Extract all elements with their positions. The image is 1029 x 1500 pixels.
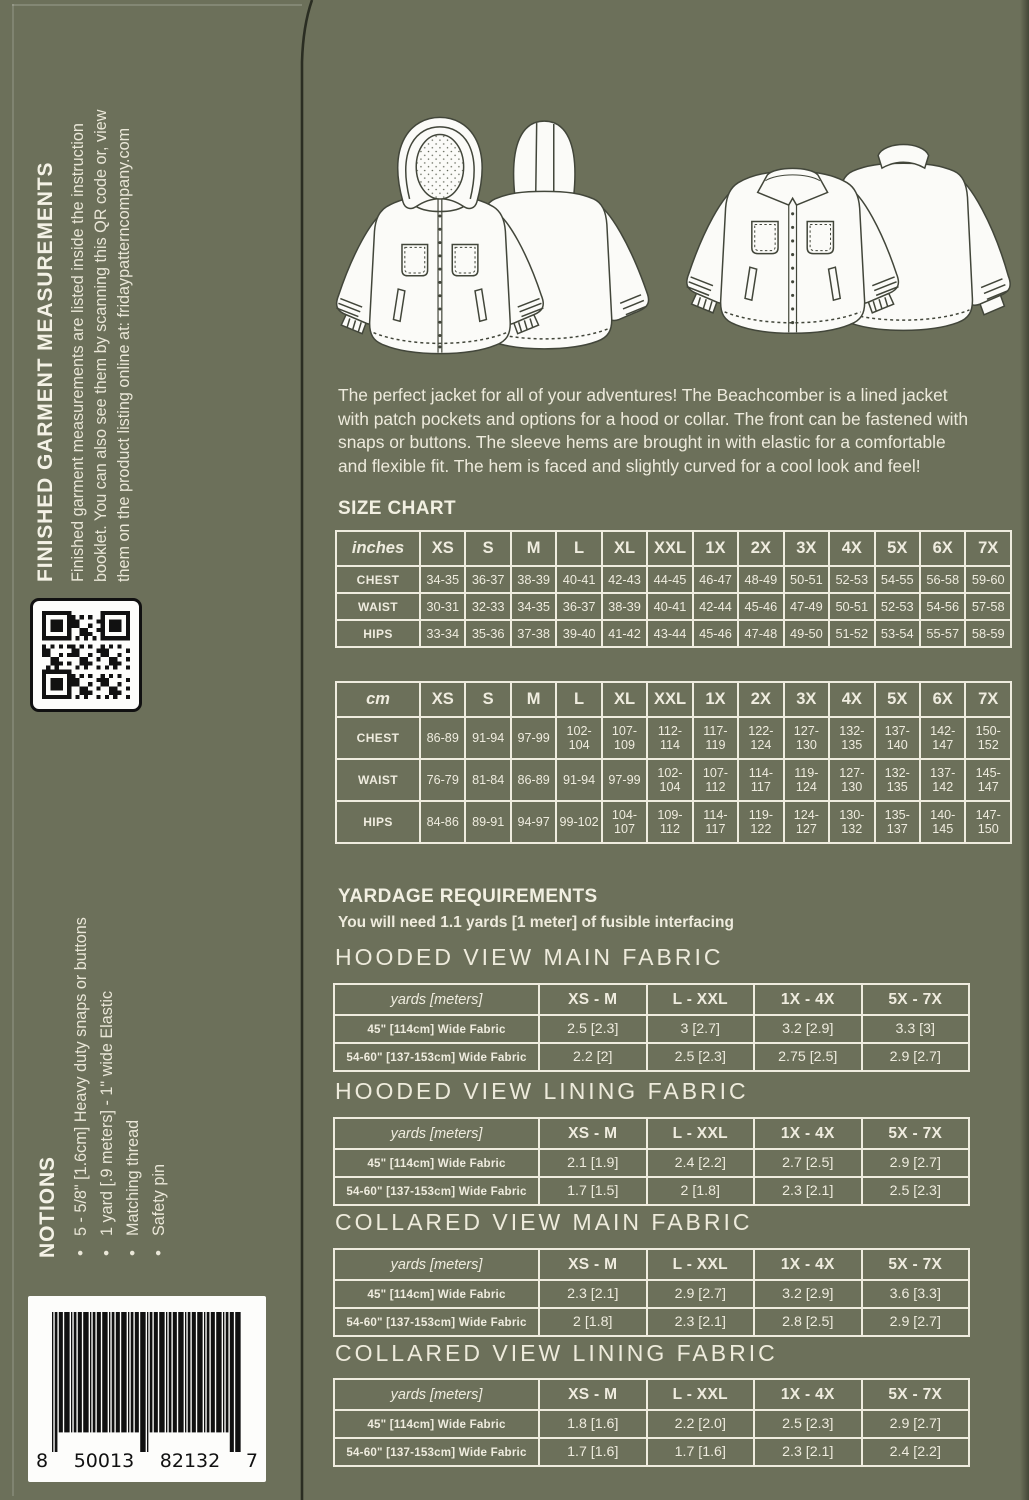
size-column-header: 1X (693, 682, 738, 717)
measurement-value: 127-130 (784, 717, 829, 759)
measurement-value: 52-53 (875, 593, 920, 620)
size-column-header: 7X (965, 682, 1011, 717)
measurement-value: 81-84 (465, 759, 510, 801)
yardage-table-row (334, 1410, 969, 1438)
yardage-table-row (334, 1177, 969, 1205)
yardage-value: 2.3 [2.1] (539, 1280, 647, 1308)
size-table (335, 681, 1012, 844)
size-column-header: XS (420, 682, 465, 717)
size-column-header: 5X (875, 531, 920, 566)
notions-item: • 1 yard [.9 meters] - 1" wide Elastic (94, 822, 120, 1258)
fabric-width-label: 54-60" [137-153cm] Wide Fabric (334, 1438, 539, 1466)
measurement-value: 104-107 (602, 801, 647, 843)
yardage-value: 2.2 [2] (539, 1043, 647, 1071)
size-column-header: XS (420, 531, 465, 566)
measurement-value: 102-104 (556, 717, 601, 759)
qr-code-modules (42, 611, 130, 699)
yardage-size-range-header: XS - M (539, 1379, 647, 1410)
jacket-illustration-hooded-view (328, 96, 660, 374)
measurement-row-label: WAIST (336, 759, 420, 801)
yardage-value: 2.3 [2.1] (754, 1438, 862, 1466)
measurement-row-label: WAIST (336, 593, 420, 620)
fabric-width-label: 54-60" [137-153cm] Wide Fabric (334, 1177, 539, 1205)
measurement-value: 150-152 (965, 717, 1011, 759)
measurement-value: 132-135 (875, 759, 920, 801)
yardage-unit-label: yards [meters] (334, 1379, 539, 1410)
fabric-width-label: 45" [114cm] Wide Fabric (334, 1410, 539, 1438)
yardage-size-range-header: 1X - 4X (754, 1379, 862, 1410)
size-column-header: 2X (738, 682, 783, 717)
yardage-section-heading: COLLARED VIEW MAIN FABRIC (335, 1209, 753, 1235)
measurement-value: 54-55 (875, 566, 920, 593)
measurement-value: 114-117 (738, 759, 783, 801)
measurement-value: 40-41 (556, 566, 601, 593)
yardage-value: 2.5 [2.3] (862, 1177, 970, 1205)
measurement-value: 48-49 (738, 566, 783, 593)
yardage-table-row (334, 1149, 969, 1177)
size-column-header: M (511, 531, 556, 566)
measurement-value: 122-124 (738, 717, 783, 759)
yardage-size-range-header: 1X - 4X (754, 1118, 862, 1149)
measurement-value: 33-34 (420, 620, 465, 647)
yardage-size-range-header: XS - M (539, 984, 647, 1015)
yardage-size-range-header: XS - M (539, 1249, 647, 1280)
measurement-value: 99-102 (556, 801, 601, 843)
measurement-value: 86-89 (511, 759, 556, 801)
fabric-width-label: 54-60" [137-153cm] Wide Fabric (334, 1308, 539, 1336)
size-column-header: 6X (920, 682, 965, 717)
fabric-width-label: 45" [114cm] Wide Fabric (334, 1015, 539, 1043)
notions-item: • Matching thread (120, 822, 146, 1258)
yardage-section-heading: HOODED VIEW MAIN FABRIC (335, 944, 724, 970)
yardage-value: 3.2 [2.9] (754, 1015, 862, 1043)
fabric-width-label: 54-60" [137-153cm] Wide Fabric (334, 1043, 539, 1071)
pattern-description (338, 384, 1028, 478)
measurement-value: 53-54 (875, 620, 920, 647)
yardage-section-heading: HOODED VIEW LINING FABRIC (335, 1078, 749, 1104)
yardage-table (333, 983, 970, 1072)
yardage-value: 2.5 [2.3] (539, 1015, 647, 1043)
measurement-value: 114-117 (693, 801, 738, 843)
size-column-header: L (556, 682, 601, 717)
measurement-value: 147-150 (965, 801, 1011, 843)
measurement-value: 44-45 (647, 566, 692, 593)
measurement-value: 57-58 (965, 593, 1011, 620)
size-column-header: 6X (920, 531, 965, 566)
yardage-value: 2.8 [2.5] (754, 1308, 862, 1336)
yardage-value: 1.8 [1.6] (539, 1410, 647, 1438)
size-column-header: 3X (784, 682, 829, 717)
measurement-row-label: CHEST (336, 566, 420, 593)
measurement-value: 137-142 (920, 759, 965, 801)
measurement-value: 50-51 (829, 593, 874, 620)
measurement-value: 97-99 (511, 717, 556, 759)
size-column-header: S (465, 531, 510, 566)
measurement-value: 119-122 (738, 801, 783, 843)
fabric-width-label: 45" [114cm] Wide Fabric (334, 1149, 539, 1177)
jacket-illustration-collared-view (678, 108, 1018, 372)
finished-measurements-line: booklet. You can also see them by scanning this QR code or, view (92, 109, 110, 582)
size-chart-title: SIZE CHART (338, 498, 456, 519)
measurement-value: 42-44 (693, 593, 738, 620)
yardage-value: 1.7 [1.6] (647, 1438, 755, 1466)
measurement-value: 55-57 (920, 620, 965, 647)
yardage-table (333, 1248, 970, 1337)
size-column-header: XXL (647, 531, 692, 566)
size-column-header: 3X (784, 531, 829, 566)
measurement-value: 97-99 (602, 759, 647, 801)
yardage-size-range-header: L - XXL (647, 984, 755, 1015)
measurement-row-label: HIPS (336, 801, 420, 843)
measurement-value: 124-127 (784, 801, 829, 843)
size-chart-cm-table (335, 681, 1012, 844)
fabric-width-label: 45" [114cm] Wide Fabric (334, 1280, 539, 1308)
yardage-size-range-header: 1X - 4X (754, 984, 862, 1015)
yardage-value: 2.5 [2.3] (754, 1410, 862, 1438)
yardage-value: 2.5 [2.3] (647, 1043, 755, 1071)
measurement-value: 58-59 (965, 620, 1011, 647)
yardage-value: 2.2 [2.0] (647, 1410, 755, 1438)
yardage-value: 3 [2.7] (647, 1015, 755, 1043)
yardage-unit-label: yards [meters] (334, 1118, 539, 1149)
size-column-header: 4X (829, 531, 874, 566)
measurement-value: 89-91 (465, 801, 510, 843)
measurement-value: 127-130 (829, 759, 874, 801)
description-line: snaps or buttons. The sleeve hems are brought in with elastic for a comfortable (338, 432, 946, 452)
page-top-highlight (12, 4, 302, 6)
yardage-value: 1.7 [1.6] (539, 1438, 647, 1466)
measurement-value: 41-42 (602, 620, 647, 647)
size-column-header: 1X (693, 531, 738, 566)
measurement-value: 38-39 (511, 566, 556, 593)
measurement-value: 94-97 (511, 801, 556, 843)
measurement-value: 35-36 (465, 620, 510, 647)
yardage-table (333, 1117, 970, 1206)
notions-item: • 5 - 5/8" [1.6cm] Heavy duty snaps or buttons (68, 822, 94, 1258)
yardage-table-row (334, 1280, 969, 1308)
measurement-value: 107-109 (602, 717, 647, 759)
yardage-value: 2.1 [1.9] (539, 1149, 647, 1177)
yardage-size-range-header: 5X - 7X (862, 1379, 970, 1410)
finished-measurements-line: Finished garment measurements are listed inside the instruction (69, 123, 87, 582)
measurement-value: 43-44 (647, 620, 692, 647)
barcode-bars (52, 1312, 242, 1452)
measurement-value: 40-41 (647, 593, 692, 620)
notions-heading: NOTIONS (36, 1156, 59, 1258)
yardage-table-collared-lining (333, 1378, 970, 1467)
yardage-value: 2.9 [2.7] (862, 1043, 970, 1071)
size-column-header: 5X (875, 682, 920, 717)
yardage-value: 2.4 [2.2] (862, 1438, 970, 1466)
size-table-row (336, 593, 1011, 620)
description-line: The perfect jacket for all of your adventures! The Beachcomber is a lined jacket (338, 385, 948, 405)
yardage-size-range-header: 5X - 7X (862, 1118, 970, 1149)
yardage-value: 3.6 [3.3] (862, 1280, 970, 1308)
yardage-size-range-header: 1X - 4X (754, 1249, 862, 1280)
finished-measurements-text (67, 34, 136, 582)
yardage-value: 1.7 [1.5] (539, 1177, 647, 1205)
measurement-value: 142-147 (920, 717, 965, 759)
measurement-value: 32-33 (465, 593, 510, 620)
measurement-value: 91-94 (465, 717, 510, 759)
measurement-value: 51-52 (829, 620, 874, 647)
barcode-group-2: 82132 (159, 1450, 221, 1472)
yardage-table-collared-main (333, 1248, 970, 1337)
measurement-value: 137-140 (875, 717, 920, 759)
size-column-header: S (465, 682, 510, 717)
size-column-header: XL (602, 682, 647, 717)
yardage-table-row (334, 1043, 969, 1071)
yardage-unit-label: yards [meters] (334, 1249, 539, 1280)
measurement-value: 140-145 (920, 801, 965, 843)
measurement-value: 47-49 (784, 593, 829, 620)
description-line: and flexible fit. The hem is faced and slightly curved for a cool look and feel! (338, 455, 921, 476)
yardage-unit-label: yards [meters] (334, 984, 539, 1015)
size-column-header: 4X (829, 682, 874, 717)
size-column-header: L (556, 531, 601, 566)
notions-block (36, 822, 172, 1258)
measurement-value: 86-89 (420, 717, 465, 759)
yardage-table-row (334, 1438, 969, 1466)
measurement-value: 39-40 (556, 620, 601, 647)
yardage-value: 2.3 [2.1] (647, 1308, 755, 1336)
yardage-value: 2.3 [2.1] (754, 1177, 862, 1205)
size-table-row (336, 801, 1011, 843)
size-table-row (336, 759, 1011, 801)
yardage-table-row (334, 1015, 969, 1043)
measurement-value: 56-58 (920, 566, 965, 593)
measurement-value: 112-114 (647, 717, 692, 759)
measurement-value: 38-39 (602, 593, 647, 620)
measurement-row-label: CHEST (336, 717, 420, 759)
barcode-digit-left: 8 (36, 1450, 49, 1472)
measurement-value: 46-47 (693, 566, 738, 593)
yardage-section-heading: COLLARED VIEW LINING FABRIC (335, 1340, 778, 1366)
measurement-value: 84-86 (420, 801, 465, 843)
measurement-value: 132-135 (829, 717, 874, 759)
yardage-size-range-header: XS - M (539, 1118, 647, 1149)
finished-measurements-block (34, 34, 136, 582)
measurement-value: 76-79 (420, 759, 465, 801)
yardage-table-hooded-main (333, 983, 970, 1072)
yardage-table (333, 1378, 970, 1467)
measurement-value: 91-94 (556, 759, 601, 801)
yardage-value: 3.2 [2.9] (754, 1280, 862, 1308)
yardage-subtitle: You will need 1.1 yards [1 meter] of fusible interfacing (338, 914, 734, 931)
measurement-value: 107-112 (693, 759, 738, 801)
yardage-size-range-header: 5X - 7X (862, 984, 970, 1015)
measurement-value: 42-43 (602, 566, 647, 593)
measurement-value: 119-124 (784, 759, 829, 801)
measurement-value: 47-48 (738, 620, 783, 647)
yardage-title: YARDAGE REQUIREMENTS (338, 886, 598, 907)
yardage-size-range-header: L - XXL (647, 1118, 755, 1149)
page-right-shadow (1020, 0, 1029, 1500)
finished-measurements-line: them on the product listing online at: fridaypatterncompany.com (115, 127, 133, 582)
size-column-header: XL (602, 531, 647, 566)
measurement-value: 49-50 (784, 620, 829, 647)
measurement-value: 109-112 (647, 801, 692, 843)
size-column-header: 7X (965, 531, 1011, 566)
measurement-value: 36-37 (556, 593, 601, 620)
size-table-row (336, 717, 1011, 759)
measurement-value: 145-147 (965, 759, 1011, 801)
measurement-value: 37-38 (511, 620, 556, 647)
measurement-value: 34-35 (511, 593, 556, 620)
measurement-value: 45-46 (693, 620, 738, 647)
yardage-value: 3.3 [3] (862, 1015, 970, 1043)
measurement-row-label: HIPS (336, 620, 420, 647)
yardage-table-row (334, 1308, 969, 1336)
barcode-digit-right: 7 (245, 1450, 258, 1472)
size-table-unit-label: inches (336, 531, 420, 566)
measurement-value: 45-46 (738, 593, 783, 620)
size-column-header: 2X (738, 531, 783, 566)
yardage-size-range-header: 5X - 7X (862, 1249, 970, 1280)
size-column-header: XXL (647, 682, 692, 717)
yardage-value: 2.7 [2.5] (754, 1149, 862, 1177)
notions-item: • Safety pin (146, 822, 172, 1258)
measurement-value: 130-132 (829, 801, 874, 843)
size-chart-inches-table (335, 530, 1012, 648)
measurement-value: 52-53 (829, 566, 874, 593)
measurement-value: 59-60 (965, 566, 1011, 593)
size-table-row (336, 620, 1011, 647)
measurement-value: 102-104 (647, 759, 692, 801)
description-line: with patch pockets and options for a hood or collar. The front can be fastened with (338, 408, 968, 429)
qr-code (30, 598, 142, 712)
yardage-table-hooded-lining (333, 1117, 970, 1206)
yardage-size-range-header: L - XXL (647, 1379, 755, 1410)
measurement-value: 34-35 (420, 566, 465, 593)
measurement-value: 50-51 (784, 566, 829, 593)
yardage-value: 2 [1.8] (647, 1177, 755, 1205)
size-table-unit-label: cm (336, 682, 420, 717)
yardage-value: 2.75 [2.5] (754, 1043, 862, 1071)
barcode-digits (36, 1450, 258, 1472)
upc-barcode (28, 1296, 266, 1482)
yardage-size-range-header: L - XXL (647, 1249, 755, 1280)
size-column-header: M (511, 682, 556, 717)
barcode-group-1: 50013 (73, 1450, 135, 1472)
size-table (335, 530, 1012, 648)
measurement-value: 117-119 (693, 717, 738, 759)
yardage-value: 2.9 [2.7] (862, 1308, 970, 1336)
yardage-value: 2.9 [2.7] (862, 1410, 970, 1438)
page-left-highlight (12, 4, 14, 1496)
yardage-value: 2.9 [2.7] (862, 1149, 970, 1177)
yardage-value: 2 [1.8] (539, 1308, 647, 1336)
measurement-value: 30-31 (420, 593, 465, 620)
yardage-value: 2.4 [2.2] (647, 1149, 755, 1177)
yardage-value: 2.9 [2.7] (647, 1280, 755, 1308)
measurement-value: 135-137 (875, 801, 920, 843)
size-table-row (336, 566, 1011, 593)
measurement-value: 36-37 (465, 566, 510, 593)
measurement-value: 54-56 (920, 593, 965, 620)
finished-measurements-heading: FINISHED GARMENT MEASUREMENTS (34, 161, 57, 582)
